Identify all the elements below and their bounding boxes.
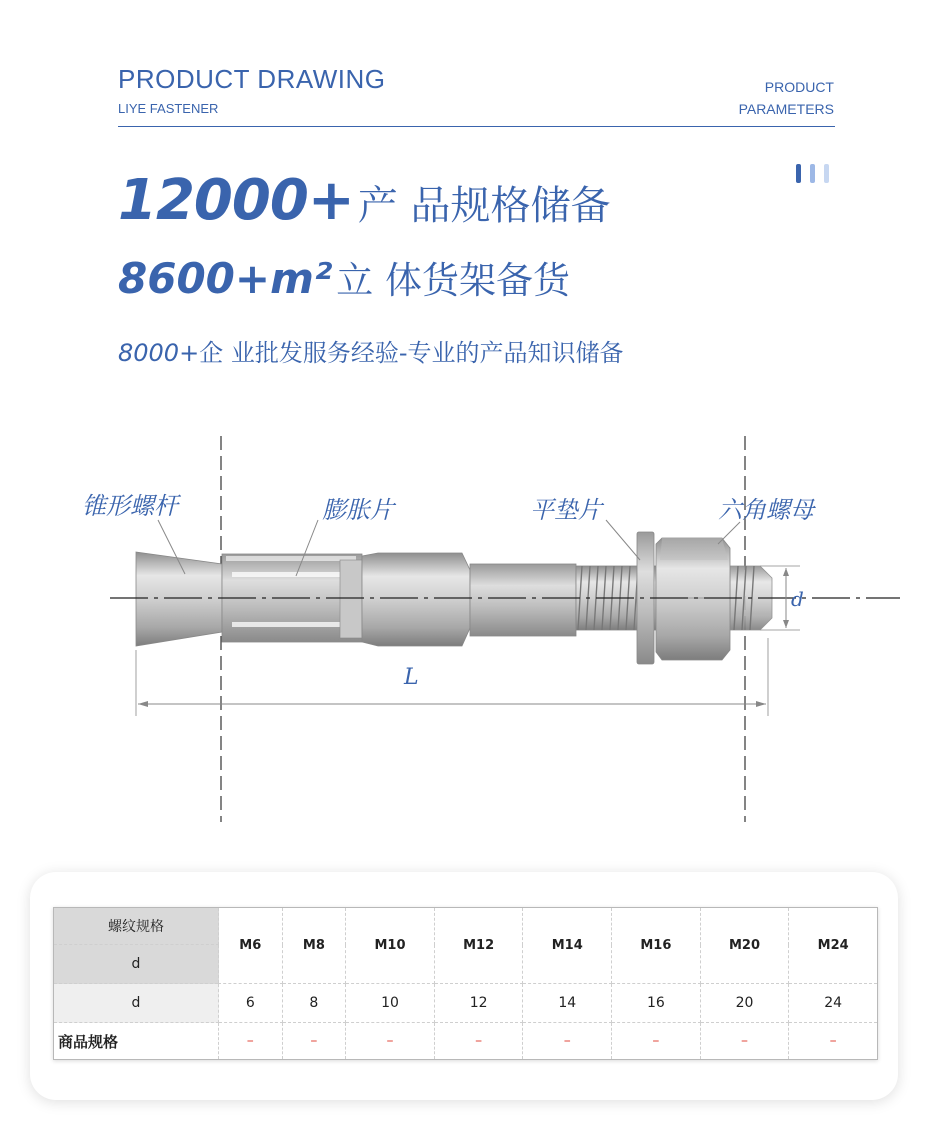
- row-label-d-value: d: [54, 984, 219, 1023]
- collar-shape: [362, 553, 470, 646]
- section-label-line2: PARAMETERS: [738, 101, 834, 117]
- d-value-cell: 24: [789, 984, 878, 1023]
- d-value-cell: 6: [219, 984, 283, 1023]
- decorative-bars-icon: [796, 164, 836, 184]
- spec-value-cell: –: [612, 1023, 701, 1060]
- headline-warehouse: [118, 250, 570, 304]
- d-value-cell: 14: [523, 984, 612, 1023]
- label-cone-bolt: 锥形螺杆: [82, 492, 178, 520]
- dimension-d-label: d: [791, 587, 804, 611]
- row-label-d: d: [54, 945, 219, 984]
- warehouse-number: 8600+: [118, 254, 271, 303]
- model-cell: M12: [434, 908, 523, 984]
- cone-shape: [136, 552, 222, 646]
- spec-value-cell: –: [434, 1023, 523, 1060]
- model-cell: M20: [700, 908, 789, 984]
- warehouse-text: 立 体货架备货: [336, 259, 571, 302]
- anchor-bolt-drawing: [0, 420, 930, 830]
- d-value-cell: 12: [434, 984, 523, 1023]
- headline-experience: [118, 333, 623, 368]
- label-expansion-clip: 膨胀片: [322, 496, 394, 524]
- d-value-cell: 16: [612, 984, 701, 1023]
- spec-value-cell: –: [789, 1023, 878, 1060]
- table-row: [54, 984, 878, 1023]
- headline-text: 产 品规格储备: [357, 183, 611, 229]
- spec-table: [53, 907, 878, 1060]
- model-cell: M14: [523, 908, 612, 984]
- headline-number: 12000+: [118, 168, 354, 233]
- shank-shape: [470, 564, 576, 636]
- d-value-cell: 8: [282, 984, 346, 1023]
- dimension-L-label: L: [404, 665, 419, 690]
- page-title: PRODUCT DRAWING: [118, 64, 386, 94]
- d-value-cell: 10: [346, 984, 435, 1023]
- experience-number: 8000+: [118, 339, 200, 367]
- model-cell: M16: [612, 908, 701, 984]
- headline-spec-count: [118, 168, 610, 233]
- table-row: [54, 1023, 878, 1060]
- experience-text: 企 业批发服务经验-专业的产品知识储备: [199, 339, 624, 367]
- header-divider: [118, 126, 835, 127]
- spec-value-cell: –: [700, 1023, 789, 1060]
- model-cell: M6: [219, 908, 283, 984]
- row-label-thread: 螺纹规格: [54, 908, 219, 945]
- label-flat-washer: 平垫片: [530, 496, 602, 524]
- model-cell: M10: [346, 908, 435, 984]
- row-label-product-spec: 商品规格: [54, 1023, 219, 1060]
- model-cell: M24: [789, 908, 878, 984]
- section-label-line1: PRODUCT: [764, 79, 834, 95]
- d-value-cell: 20: [700, 984, 789, 1023]
- label-hex-nut: 六角螺母: [718, 496, 814, 524]
- spec-value-cell: –: [346, 1023, 435, 1060]
- spec-value-cell: –: [219, 1023, 283, 1060]
- brand-subtitle: LIYE FASTENER: [118, 101, 219, 116]
- hex-nut-shape: [656, 538, 730, 660]
- warehouse-unit: m²: [270, 254, 333, 303]
- model-cell: M8: [282, 908, 346, 984]
- spec-value-cell: –: [523, 1023, 612, 1060]
- spec-value-cell: –: [282, 1023, 346, 1060]
- section-label: [739, 76, 834, 120]
- table-row: [54, 908, 878, 945]
